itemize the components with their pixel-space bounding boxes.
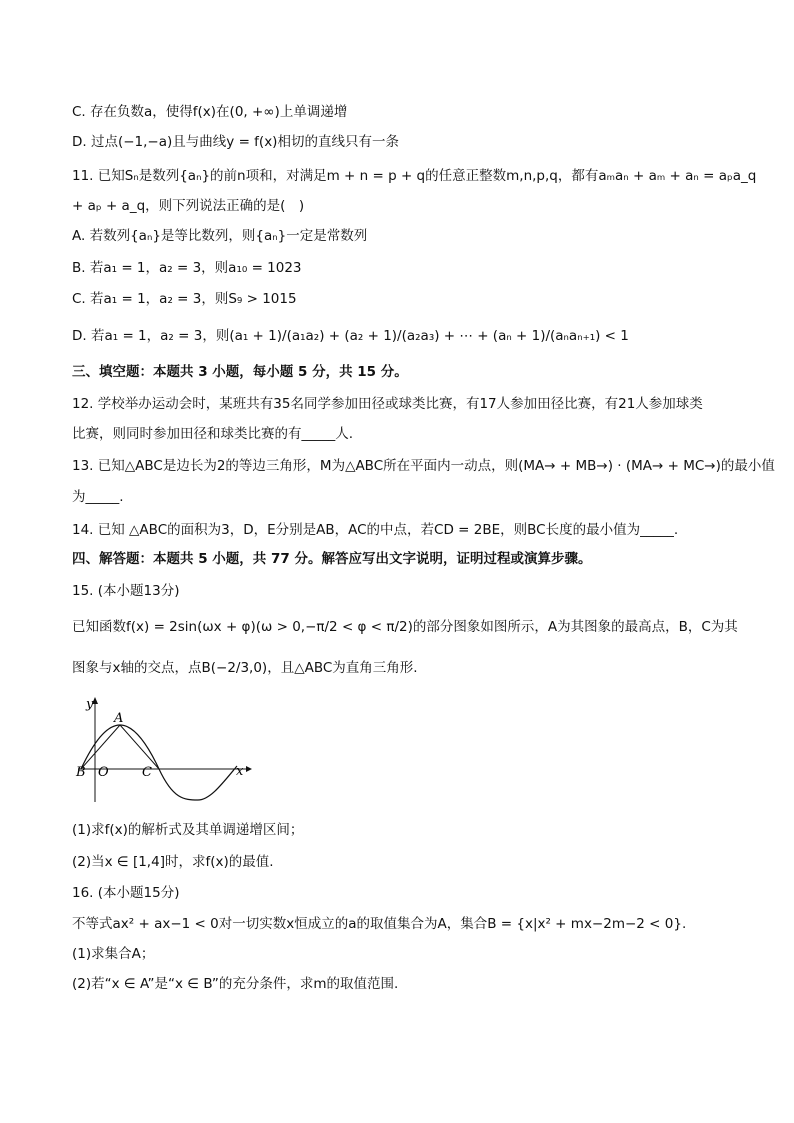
question-14: 14. 已知 △ABC的面积为3，D，E分别是AB，AC的中点，若CD = 2BE，则BC长度的最小值为_____. [72,522,679,538]
section-3-heading: 三、填空题：本题共 3 小题，每小题 5 分，共 15 分。 [72,364,408,380]
option-c-11: C. 若a₁ = 1，a₂ = 3，则S₉ > 1015 [72,291,297,307]
question-15-part-2: (2)当x ∈ [1,4]时，求f(x)的最值. [72,854,274,870]
sine-curve [81,725,237,800]
sine-graph [70,694,260,806]
option-d-11: D. 若a₁ = 1，a₂ = 3，则(a₁ + 1)/(a₁a₂) + (a₂ + 1)/(a₂a₃) + ⋯ + (aₙ + 1)/(aₙaₙ₊₁) < 1 [72,328,629,344]
label-a: A [114,711,124,726]
option-b-11: B. 若a₁ = 1，a₂ = 3，则a₁₀ = 1023 [72,260,302,276]
label-x: x [236,764,244,779]
question-12-cont: 比赛，则同时参加田径和球类比赛的有_____人. [72,426,354,442]
question-15-stem-cont: 图象与x轴的交点，点B(−2/3,0)，且△ABC为直角三角形. [72,660,418,676]
segment-ac [120,725,159,769]
question-13-cont: 为_____. [72,489,124,505]
option-c-10: C. 存在负数a，使得f(x)在(0, +∞)上单调递增 [72,104,348,120]
label-b: B [76,765,86,780]
segment-ba [81,725,120,769]
section-4-heading: 四、解答题：本题共 5 小题，共 77 分。解答应写出文字说明，证明过程或演算步骤。 [72,551,592,567]
sine-graph-figure [70,694,260,806]
question-16-header: 16. (本小题15分) [72,885,180,901]
question-13: 13. 已知△ABC是边长为2的等边三角形，M为△ABC所在平面内一动点，则(MA→ + MB→) · (MA→ + MC→)的最小值 [72,458,775,474]
question-11-stem: 11. 已知Sₙ是数列{aₙ}的前n项和，对满足m + n = p + q的任意正整数m,n,p,q，都有aₘaₙ + aₘ + aₙ = aₚa_q [72,168,757,184]
question-16-part-2: (2)若“x ∈ A”是“x ∈ B”的充分条件，求m的取值范围. [72,976,399,992]
label-y: y [86,697,94,712]
question-15-part-1: (1)求f(x)的解析式及其单调递增区间； [72,822,304,838]
option-d-10: D. 过点(−1,−a)且与曲线y = f(x)相切的直线只有一条 [72,134,399,150]
question-16-stem: 不等式ax² + ax−1 < 0对一切实数x恒成立的a的取值集合为A，集合B = {x|x² + mx−2m−2 < 0}. [72,916,687,932]
question-11-stem-cont: + aₚ + a_q，则下列说法正确的是( ) [72,198,305,214]
x-axis-arrow [246,766,252,772]
question-16-part-1: (1)求集合A； [72,946,155,962]
label-o: O [98,765,109,780]
question-12: 12. 学校举办运动会时，某班共有35名同学参加田径或球类比赛，有17人参加田径比赛，有21人参加球类 [72,396,703,412]
label-c: C [142,765,152,780]
question-15-stem: 已知函数f(x) = 2sin(ωx + φ)(ω > 0,−π/2 < φ < π/2)的部分图象如图所示，A为其图象的最高点，B，C为其 [72,619,738,635]
question-15-header: 15. (本小题13分) [72,583,180,599]
option-a-11: A. 若数列{aₙ}是等比数列，则{aₙ}一定是常数列 [72,228,368,244]
